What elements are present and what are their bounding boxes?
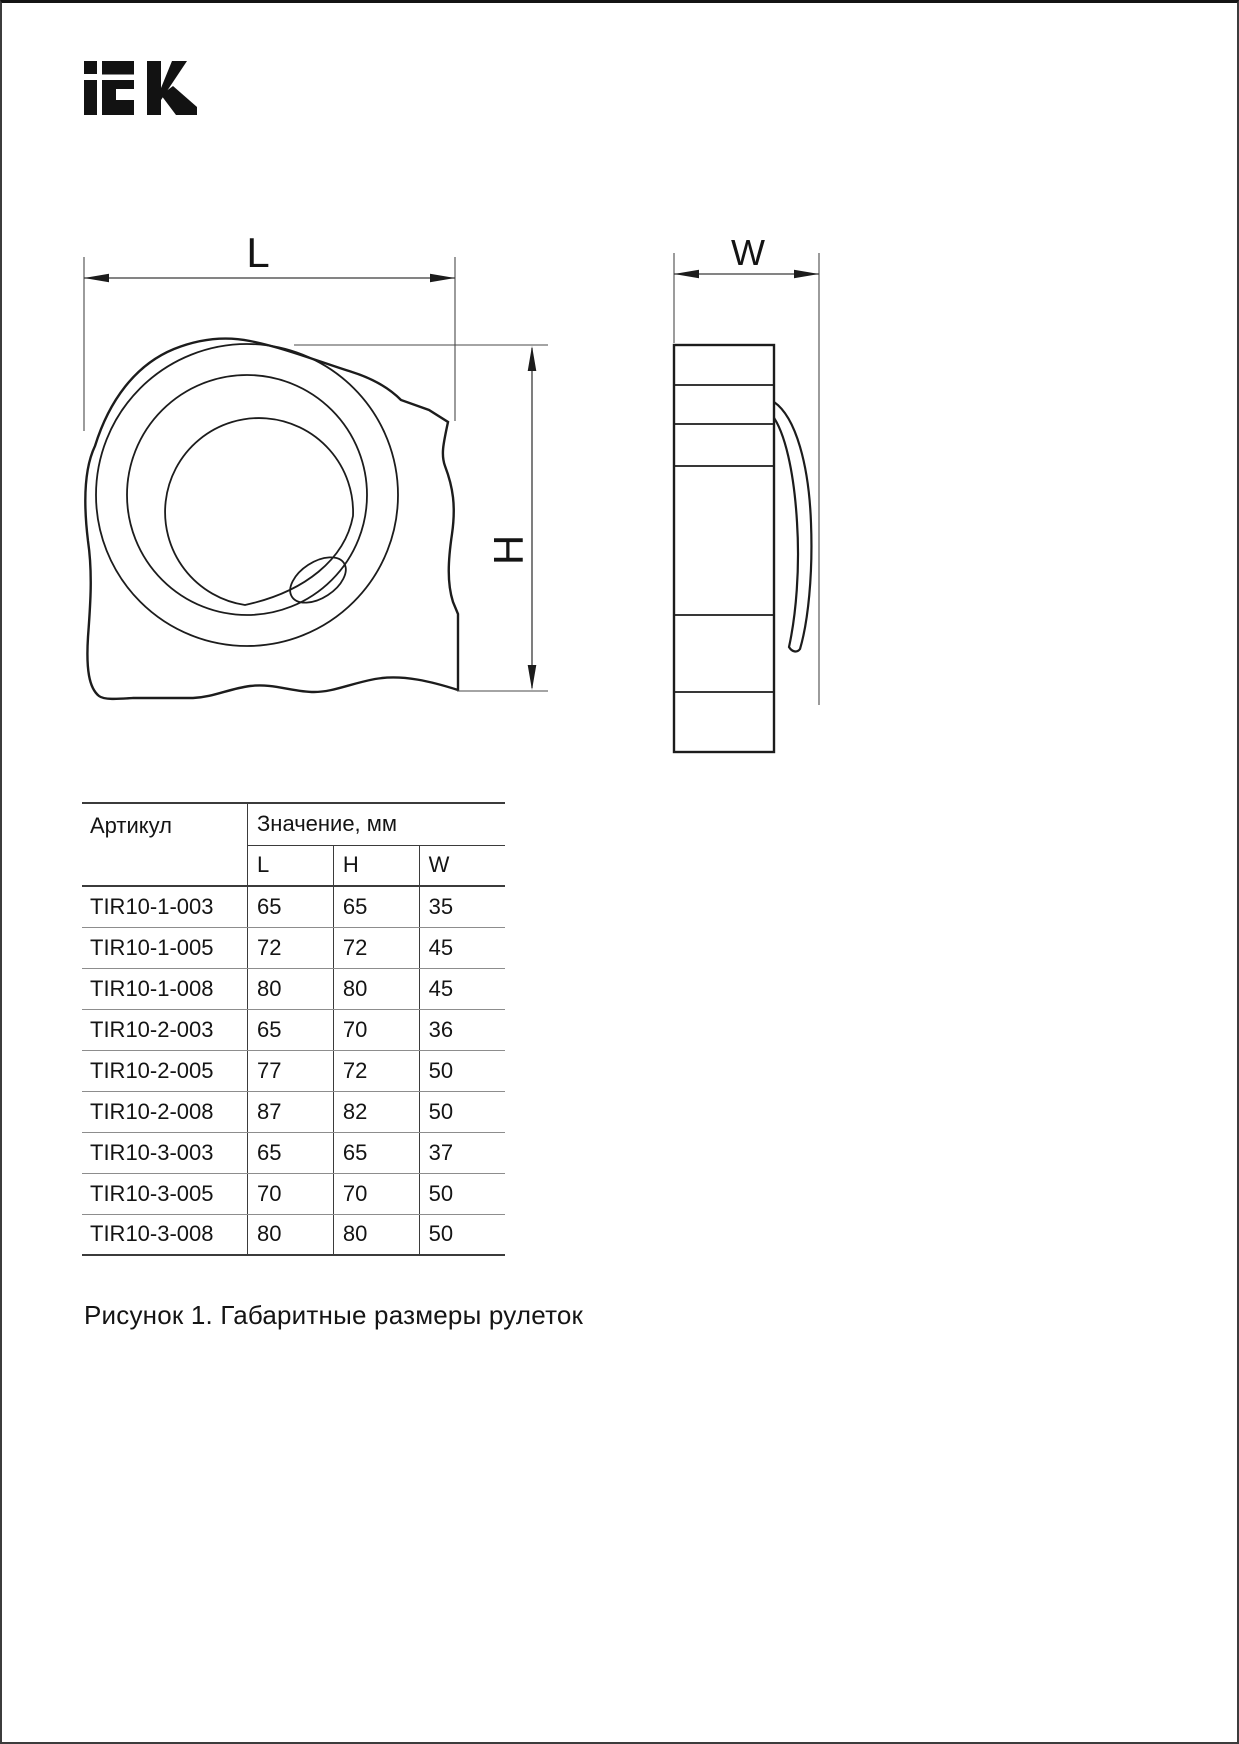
table-row (82, 1050, 505, 1091)
arrowhead-down (528, 665, 537, 690)
table-row (82, 1091, 505, 1132)
arrowhead-right (794, 270, 819, 279)
table-row (82, 1173, 505, 1214)
value-w-cell: 45 (419, 968, 505, 1009)
value-l-cell: 65 (248, 1009, 334, 1050)
value-h-cell: 80 (333, 968, 419, 1009)
table-row (82, 886, 505, 927)
value-l-cell: 65 (248, 886, 334, 927)
dimension-l (84, 229, 455, 431)
value-l-cell: 65 (248, 1132, 334, 1173)
article-cell: TIR10-1-005 (82, 927, 248, 968)
table-row (82, 968, 505, 1009)
column-header-l: L (248, 845, 334, 886)
dim-label-w: W (731, 232, 765, 273)
value-w-cell: 36 (419, 1009, 505, 1050)
dimension-drawing (2, 3, 1239, 783)
value-l-cell: 72 (248, 927, 334, 968)
value-h-cell: 72 (333, 927, 419, 968)
arrowhead-left (84, 274, 109, 283)
value-h-cell: 65 (333, 1132, 419, 1173)
article-cell: TIR10-2-005 (82, 1050, 248, 1091)
value-l-cell: 87 (248, 1091, 334, 1132)
table-row (82, 1214, 505, 1255)
belt-clip (772, 402, 811, 651)
article-cell: TIR10-2-008 (82, 1091, 248, 1132)
table-row (82, 927, 505, 968)
value-w-cell: 50 (419, 1091, 505, 1132)
value-w-cell: 35 (419, 886, 505, 927)
table-header-row (82, 803, 505, 845)
arrowhead-right (430, 274, 455, 283)
value-h-cell: 80 (333, 1214, 419, 1255)
value-l-cell: 70 (248, 1173, 334, 1214)
column-header-h: H (333, 845, 419, 886)
value-l-cell: 80 (248, 1214, 334, 1255)
value-h-cell: 70 (333, 1009, 419, 1050)
article-cell: TIR10-3-008 (82, 1214, 248, 1255)
value-h-cell: 72 (333, 1050, 419, 1091)
value-w-cell: 45 (419, 927, 505, 968)
table-row (82, 1132, 505, 1173)
value-w-cell: 50 (419, 1214, 505, 1255)
value-l-cell: 77 (248, 1050, 334, 1091)
reel-hub-shape (165, 418, 353, 605)
value-h-cell: 65 (333, 886, 419, 927)
value-h-cell: 70 (333, 1173, 419, 1214)
article-cell: TIR10-1-003 (82, 886, 248, 927)
figure-caption: Рисунок 1. Габаритные размеры рулеток (84, 1300, 584, 1330)
arrowhead-up (528, 346, 537, 371)
side-body (674, 345, 774, 752)
article-cell: TIR10-3-003 (82, 1132, 248, 1173)
article-cell: TIR10-3-005 (82, 1173, 248, 1214)
value-h-cell: 82 (333, 1091, 419, 1132)
dimension-h (294, 345, 548, 691)
column-header-value-group: Значение, мм (248, 803, 506, 845)
value-w-cell: 50 (419, 1173, 505, 1214)
table-row (82, 1009, 505, 1050)
article-cell: TIR10-1-008 (82, 968, 248, 1009)
value-l-cell: 80 (248, 968, 334, 1009)
arrowhead-left (674, 270, 699, 279)
value-w-cell: 37 (419, 1132, 505, 1173)
column-header-w: W (419, 845, 505, 886)
value-w-cell: 50 (419, 1050, 505, 1091)
hub-oval-hole (282, 548, 354, 612)
front-view-drawing (85, 339, 458, 699)
column-header-article: Артикул (82, 803, 248, 886)
outer-reel-circle (96, 344, 398, 646)
dim-label-h: H (485, 534, 532, 566)
side-view-drawing (674, 345, 811, 752)
article-cell: TIR10-2-003 (82, 1009, 248, 1050)
dim-label-l: L (246, 229, 270, 276)
inner-reel-circle (127, 375, 367, 615)
dimensions-table (82, 802, 505, 1256)
